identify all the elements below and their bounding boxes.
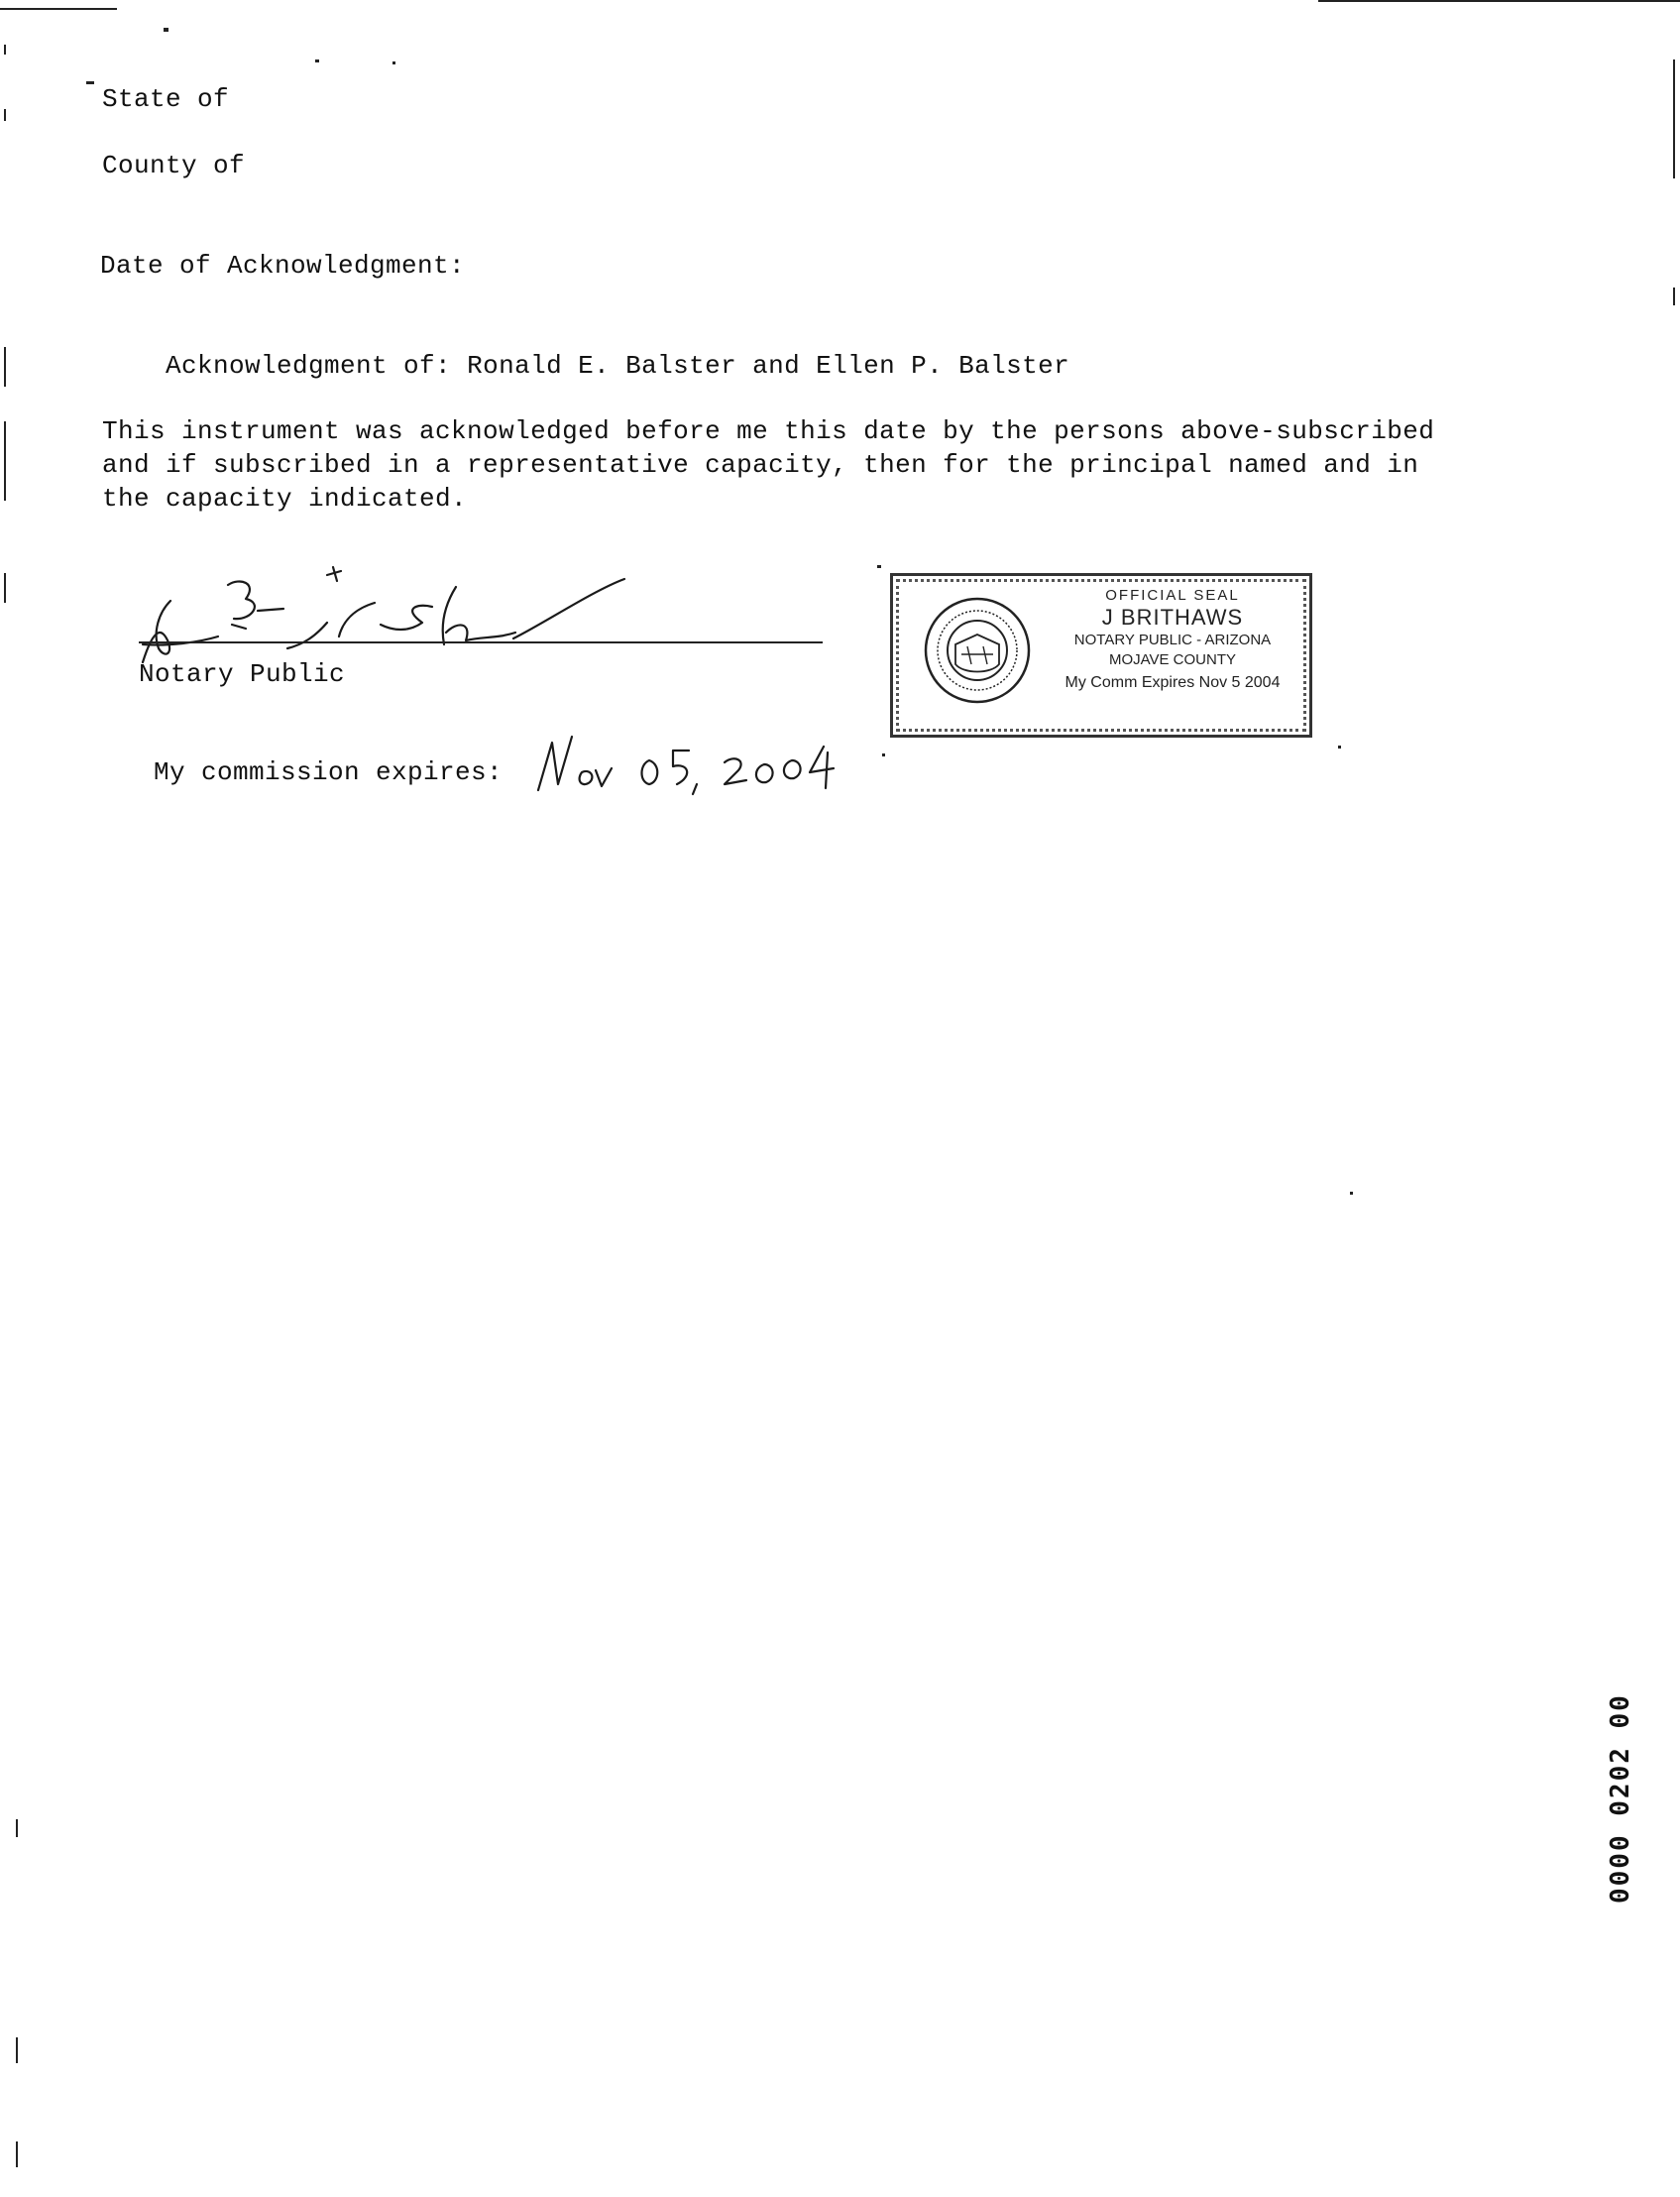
statement-line-3: the capacity indicated. <box>102 484 468 514</box>
scan-mark-top-left <box>0 8 117 10</box>
commission-expires-label: My commission expires: <box>154 757 504 787</box>
acknowledgment-of-line <box>102 315 1069 416</box>
recording-code-text: 0000 0202 00 <box>1606 1693 1635 1904</box>
scan-mark-left-edge <box>4 421 6 501</box>
state-label: State of <box>102 84 230 114</box>
scan-mark-left-edge <box>4 109 6 121</box>
scan-mark-right-edge <box>1673 59 1675 178</box>
scan-dot <box>882 753 885 756</box>
scan-mark-right-edge <box>1673 288 1675 305</box>
acknowledgment-of-label: Acknowledgment of: <box>166 351 452 381</box>
county-label: County of <box>102 151 246 180</box>
scan-mark-top-right <box>1318 0 1680 2</box>
scan-mark-left-edge <box>16 2141 18 2167</box>
arizona-state-seal <box>922 595 1033 706</box>
scan-dot <box>392 61 395 64</box>
scan-dot <box>1338 746 1341 749</box>
signature-line <box>139 641 823 643</box>
recording-stamp-code <box>1606 1586 1665 1904</box>
date-of-acknowledgment-label: Date of Acknowledgment: <box>100 251 466 281</box>
acknowledgment-statement <box>102 414 1510 516</box>
notary-public-label: Notary Public <box>139 659 346 689</box>
stamp-county: MOJAVE COUNTY <box>1108 651 1237 668</box>
scan-mark-left-edge <box>4 347 6 387</box>
scan-mark-left-edge <box>16 1819 18 1837</box>
scan-mark-left-edge <box>16 2037 18 2063</box>
scan-dot <box>164 28 168 32</box>
scan-mark-left-edge <box>4 573 6 603</box>
statement-line-1: This instrument was acknowledged before me this date by the persons above-subscribed <box>102 416 1435 446</box>
scan-dot <box>1350 1192 1353 1195</box>
scan-mark-left-edge <box>4 45 6 55</box>
acknowledged-persons: Ronald E. Balster and Ellen P. Balster <box>467 351 1070 381</box>
stamp-official-seal: OFFICIAL SEAL <box>1105 587 1240 604</box>
stamp-notary-title: NOTARY PUBLIC - ARIZONA <box>1073 632 1272 648</box>
scan-dot <box>315 59 319 62</box>
stamp-expiration: My Comm Expires Nov 5 2004 <box>1064 674 1281 691</box>
scan-dot <box>877 565 881 568</box>
scan-dot <box>86 81 94 84</box>
commission-expiration-handwriting <box>530 729 867 798</box>
notary-stamp <box>890 573 1312 738</box>
stamp-text-block <box>1039 587 1306 696</box>
statement-line-2: and if subscribed in a representative capacity, then for the principal named and in <box>102 450 1419 480</box>
stamp-notary-name: J BRITHAWS <box>1101 605 1244 630</box>
